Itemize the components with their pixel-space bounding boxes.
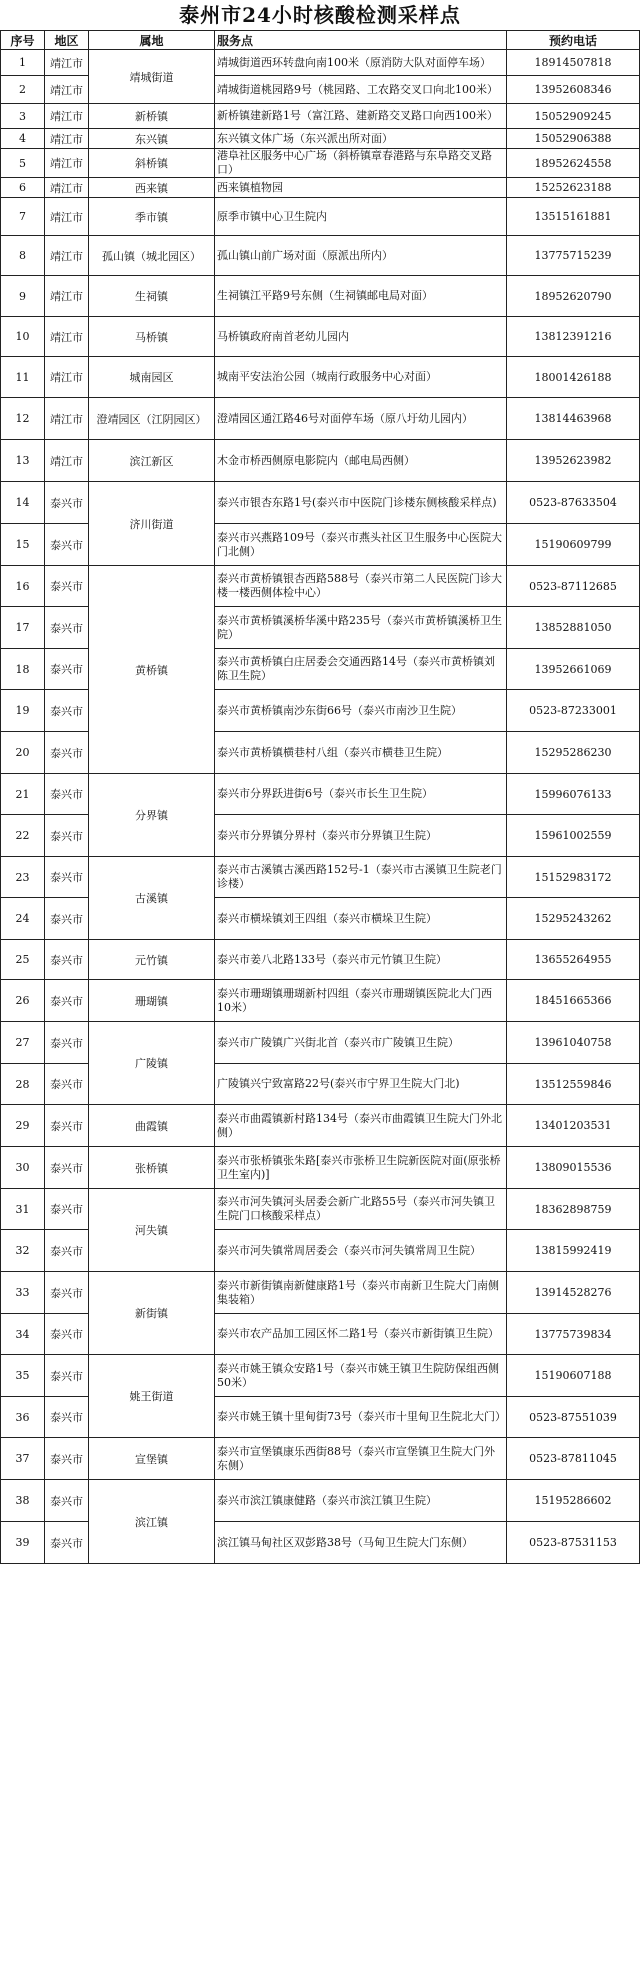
seq-cell: 8 [1, 236, 45, 276]
area-cell: 泰兴市 [45, 649, 89, 690]
table-row [1, 566, 640, 607]
table-row [1, 774, 640, 815]
seq-cell: 29 [1, 1105, 45, 1147]
belong-cell: 分界镇 [89, 774, 215, 857]
table-row [1, 1105, 640, 1147]
seq-cell: 26 [1, 980, 45, 1022]
area-cell: 泰兴市 [45, 1355, 89, 1397]
phone-cell: 0523-87633504 [507, 482, 640, 524]
seq-cell: 21 [1, 774, 45, 815]
address-cell: 泰兴市黄桥镇南沙东街66号（泰兴市南沙卫生院） [215, 690, 507, 732]
belong-cell: 生祠镇 [89, 276, 215, 317]
table-row [1, 440, 640, 482]
seq-cell: 17 [1, 607, 45, 649]
address-cell: 泰兴市珊瑚镇珊瑚新村四组（泰兴市珊瑚镇医院北大门西10米） [215, 980, 507, 1022]
seq-cell: 39 [1, 1522, 45, 1564]
phone-cell: 13775715239 [507, 236, 640, 276]
phone-cell: 13515161881 [507, 198, 640, 236]
table-row [1, 857, 640, 898]
seq-cell: 33 [1, 1272, 45, 1314]
address-cell: 泰兴市河失镇河头居委会新广北路55号（泰兴市河失镇卫生院门口核酸采样点） [215, 1189, 507, 1230]
table-row [1, 357, 640, 398]
phone-cell: 0523-87531153 [507, 1522, 640, 1564]
address-cell: 马桥镇政府南首老幼儿园内 [215, 317, 507, 357]
phone-cell: 13775739834 [507, 1314, 640, 1355]
seq-cell: 30 [1, 1147, 45, 1189]
area-cell: 泰兴市 [45, 1272, 89, 1314]
seq-cell: 4 [1, 129, 45, 149]
area-cell: 靖江市 [45, 398, 89, 440]
belong-cell: 城南园区 [89, 357, 215, 398]
table-row [1, 104, 640, 129]
area-cell: 泰兴市 [45, 690, 89, 732]
address-cell: 澄靖园区通江路46号对面停车场（原八圩幼儿园内） [215, 398, 507, 440]
belong-cell: 珊瑚镇 [89, 980, 215, 1022]
seq-cell: 10 [1, 317, 45, 357]
seq-cell: 16 [1, 566, 45, 607]
phone-cell: 0523-87811045 [507, 1438, 640, 1480]
seq-cell: 24 [1, 898, 45, 940]
belong-cell: 姚王街道 [89, 1355, 215, 1438]
table-row [1, 398, 640, 440]
table-row [1, 1147, 640, 1189]
phone-cell: 13809015536 [507, 1147, 640, 1189]
area-cell: 泰兴市 [45, 774, 89, 815]
area-cell: 泰兴市 [45, 607, 89, 649]
address-cell: 泰兴市黄桥镇银杏西路588号（泰兴市第二人民医院门诊大楼一楼西侧体检中心） [215, 566, 507, 607]
header-area: 地区 [45, 31, 89, 50]
address-cell: 泰兴市河失镇常周居委会（泰兴市河失镇常周卫生院） [215, 1230, 507, 1272]
seq-cell: 5 [1, 149, 45, 178]
belong-cell: 东兴镇 [89, 129, 215, 149]
seq-cell: 27 [1, 1022, 45, 1064]
area-cell: 泰兴市 [45, 815, 89, 857]
table-row [1, 980, 640, 1022]
phone-cell: 18001426188 [507, 357, 640, 398]
belong-cell: 曲霞镇 [89, 1105, 215, 1147]
address-cell: 孤山镇山前广场对面（原派出所内） [215, 236, 507, 276]
table-row [1, 482, 640, 524]
belong-cell: 张桥镇 [89, 1147, 215, 1189]
phone-cell: 15252623188 [507, 178, 640, 198]
belong-cell: 黄桥镇 [89, 566, 215, 774]
phone-cell: 13512559846 [507, 1064, 640, 1105]
belong-cell: 宣堡镇 [89, 1438, 215, 1480]
seq-cell: 9 [1, 276, 45, 317]
header-phone: 预约电话 [507, 31, 640, 50]
address-cell: 泰兴市银杏东路1号(泰兴市中医院门诊楼东侧核酸采样点) [215, 482, 507, 524]
belong-cell: 孤山镇（城北园区） [89, 236, 215, 276]
belong-cell: 广陵镇 [89, 1022, 215, 1105]
area-cell: 泰兴市 [45, 1438, 89, 1480]
phone-cell: 13852881050 [507, 607, 640, 649]
seq-cell: 12 [1, 398, 45, 440]
area-cell: 靖江市 [45, 276, 89, 317]
phone-cell: 18451665366 [507, 980, 640, 1022]
table-row [1, 1480, 640, 1522]
belong-cell: 滨江新区 [89, 440, 215, 482]
seq-cell: 3 [1, 104, 45, 129]
address-cell: 泰兴市古溪镇古溪西路152号-1（泰兴市古溪镇卫生院老门诊楼） [215, 857, 507, 898]
address-cell: 泰兴市黄桥镇溪桥华溪中路235号（泰兴市黄桥镇溪桥卫生院） [215, 607, 507, 649]
phone-cell: 13914528276 [507, 1272, 640, 1314]
phone-cell: 13812391216 [507, 317, 640, 357]
table-row [1, 1438, 640, 1480]
table-row [1, 178, 640, 198]
seq-cell: 19 [1, 690, 45, 732]
table-row [1, 198, 640, 236]
phone-cell: 13655264955 [507, 940, 640, 980]
area-cell: 靖江市 [45, 198, 89, 236]
seq-cell: 22 [1, 815, 45, 857]
phone-cell: 13814463968 [507, 398, 640, 440]
phone-cell: 15052906388 [507, 129, 640, 149]
address-cell: 泰兴市农产品加工园区怀二路1号（泰兴市新街镇卫生院） [215, 1314, 507, 1355]
seq-cell: 18 [1, 649, 45, 690]
belong-cell: 元竹镇 [89, 940, 215, 980]
address-cell: 西来镇植物园 [215, 178, 507, 198]
seq-cell: 2 [1, 76, 45, 104]
address-cell: 泰兴市横垛镇刘王四组（泰兴市横垛卫生院） [215, 898, 507, 940]
table-row [1, 1189, 640, 1230]
belong-cell: 澄靖园区（江阴园区） [89, 398, 215, 440]
phone-cell: 15190609799 [507, 524, 640, 566]
seq-cell: 28 [1, 1064, 45, 1105]
table-row [1, 276, 640, 317]
area-cell: 靖江市 [45, 104, 89, 129]
phone-cell: 18952620790 [507, 276, 640, 317]
address-cell: 泰兴市广陵镇广兴街北首（泰兴市广陵镇卫生院） [215, 1022, 507, 1064]
area-cell: 泰兴市 [45, 566, 89, 607]
address-cell: 泰兴市黄桥镇横巷村八组（泰兴市横巷卫生院） [215, 732, 507, 774]
seq-cell: 6 [1, 178, 45, 198]
seq-cell: 37 [1, 1438, 45, 1480]
address-cell: 滨江镇马甸社区双彭路38号（马甸卫生院大门东侧） [215, 1522, 507, 1564]
seq-cell: 31 [1, 1189, 45, 1230]
area-cell: 泰兴市 [45, 524, 89, 566]
area-cell: 泰兴市 [45, 482, 89, 524]
phone-cell: 15295243262 [507, 898, 640, 940]
seq-cell: 13 [1, 440, 45, 482]
address-cell: 东兴镇文体广场（东兴派出所对面） [215, 129, 507, 149]
area-cell: 泰兴市 [45, 980, 89, 1022]
area-cell: 靖江市 [45, 178, 89, 198]
address-cell: 泰兴市姜八北路133号（泰兴市元竹镇卫生院） [215, 940, 507, 980]
phone-cell: 0523-87233001 [507, 690, 640, 732]
address-cell: 泰兴市姚王镇十里甸街73号（泰兴市十里甸卫生院北大门） [215, 1397, 507, 1438]
phone-cell: 13815992419 [507, 1230, 640, 1272]
area-cell: 泰兴市 [45, 940, 89, 980]
phone-cell: 0523-87112685 [507, 566, 640, 607]
area-cell: 泰兴市 [45, 1230, 89, 1272]
address-cell: 泰兴市曲霞镇新村路134号（泰兴市曲霞镇卫生院大门外北侧） [215, 1105, 507, 1147]
address-cell: 港阜社区服务中心广场（斜桥镇章春港路与东阜路交叉路口） [215, 149, 507, 178]
seq-cell: 1 [1, 50, 45, 76]
table-header-row [1, 31, 640, 50]
seq-cell: 34 [1, 1314, 45, 1355]
phone-cell: 15195286602 [507, 1480, 640, 1522]
address-cell: 木金市桥西侧原电影院内（邮电局西侧） [215, 440, 507, 482]
phone-cell: 15190607188 [507, 1355, 640, 1397]
belong-cell: 河失镇 [89, 1189, 215, 1272]
belong-cell: 马桥镇 [89, 317, 215, 357]
area-cell: 泰兴市 [45, 1397, 89, 1438]
page-title: 泰州市24小时核酸检测采样点 [179, 3, 461, 27]
area-cell: 靖江市 [45, 317, 89, 357]
area-cell: 泰兴市 [45, 1064, 89, 1105]
address-cell: 泰兴市新街镇南新健康路1号（泰兴市南新卫生院大门南侧集装箱） [215, 1272, 507, 1314]
address-cell: 城南平安法治公园（城南行政服务中心对面） [215, 357, 507, 398]
belong-cell: 季市镇 [89, 198, 215, 236]
area-cell: 泰兴市 [45, 857, 89, 898]
phone-cell: 18952624558 [507, 149, 640, 178]
belong-cell: 新桥镇 [89, 104, 215, 129]
table-row [1, 236, 640, 276]
address-cell: 泰兴市分界跃进街6号（泰兴市长生卫生院） [215, 774, 507, 815]
table-row [1, 1022, 640, 1064]
area-cell: 泰兴市 [45, 898, 89, 940]
area-cell: 泰兴市 [45, 1022, 89, 1064]
belong-cell: 靖城街道 [89, 50, 215, 104]
address-cell: 泰兴市宣堡镇康乐西街88号（泰兴市宣堡镇卫生院大门外东侧） [215, 1438, 507, 1480]
area-cell: 靖江市 [45, 50, 89, 76]
area-cell: 泰兴市 [45, 1522, 89, 1564]
seq-cell: 15 [1, 524, 45, 566]
address-cell: 广陵镇兴宁致富路22号(泰兴市宁界卫生院大门北) [215, 1064, 507, 1105]
seq-cell: 20 [1, 732, 45, 774]
phone-cell: 13961040758 [507, 1022, 640, 1064]
phone-cell: 15152983172 [507, 857, 640, 898]
phone-cell: 13401203531 [507, 1105, 640, 1147]
seq-cell: 35 [1, 1355, 45, 1397]
phone-cell: 15052909245 [507, 104, 640, 129]
area-cell: 靖江市 [45, 129, 89, 149]
belong-cell: 斜桥镇 [89, 149, 215, 178]
address-cell: 靖城街道西环转盘向南100米（原消防大队对面停车场） [215, 50, 507, 76]
table-row [1, 50, 640, 76]
seq-cell: 11 [1, 357, 45, 398]
belong-cell: 新街镇 [89, 1272, 215, 1355]
address-cell: 新桥镇建新路1号（富江路、建新路交叉路口向西100米） [215, 104, 507, 129]
seq-cell: 32 [1, 1230, 45, 1272]
header-seq: 序号 [1, 31, 45, 50]
area-cell: 靖江市 [45, 440, 89, 482]
phone-cell: 15996076133 [507, 774, 640, 815]
belong-cell: 西来镇 [89, 178, 215, 198]
table-row [1, 1272, 640, 1314]
area-cell: 靖江市 [45, 149, 89, 178]
address-cell: 泰兴市分界镇分界村（泰兴市分界镇卫生院） [215, 815, 507, 857]
area-cell: 泰兴市 [45, 1189, 89, 1230]
area-cell: 靖江市 [45, 357, 89, 398]
area-cell: 靖江市 [45, 76, 89, 104]
belong-cell: 济川街道 [89, 482, 215, 566]
area-cell: 泰兴市 [45, 1105, 89, 1147]
address-cell: 泰兴市黄桥镇白庄居委会交通西路14号（泰兴市黄桥镇刘陈卫生院） [215, 649, 507, 690]
address-cell: 原季市镇中心卫生院内 [215, 198, 507, 236]
header-belong: 属地 [89, 31, 215, 50]
phone-cell: 0523-87551039 [507, 1397, 640, 1438]
table-row [1, 129, 640, 149]
seq-cell: 25 [1, 940, 45, 980]
address-cell: 泰兴市张桥镇张朱路[泰兴市张桥卫生院新医院对面(原张桥卫生室内)] [215, 1147, 507, 1189]
address-cell: 泰兴市兴燕路109号（泰兴市燕头社区卫生服务中心医院大门北侧） [215, 524, 507, 566]
area-cell: 泰兴市 [45, 1480, 89, 1522]
area-cell: 泰兴市 [45, 732, 89, 774]
seq-cell: 14 [1, 482, 45, 524]
area-cell: 泰兴市 [45, 1314, 89, 1355]
phone-cell: 13952661069 [507, 649, 640, 690]
area-cell: 泰兴市 [45, 1147, 89, 1189]
table-row [1, 940, 640, 980]
phone-cell: 18362898759 [507, 1189, 640, 1230]
address-cell: 泰兴市姚王镇众安路1号（泰兴市姚王镇卫生院防保组西侧50米） [215, 1355, 507, 1397]
table-row [1, 317, 640, 357]
address-cell: 靖城街道桃园路9号（桃园路、工农路交叉口向北100米） [215, 76, 507, 104]
belong-cell: 滨江镇 [89, 1480, 215, 1564]
phone-cell: 15961002559 [507, 815, 640, 857]
phone-cell: 15295286230 [507, 732, 640, 774]
phone-cell: 13952608346 [507, 76, 640, 104]
phone-cell: 18914507818 [507, 50, 640, 76]
seq-cell: 38 [1, 1480, 45, 1522]
header-addr: 服务点 [215, 31, 507, 50]
phone-cell: 13952623982 [507, 440, 640, 482]
address-cell: 生祠镇江平路9号东侧（生祠镇邮电局对面） [215, 276, 507, 317]
area-cell: 靖江市 [45, 236, 89, 276]
table-row [1, 149, 640, 178]
seq-cell: 36 [1, 1397, 45, 1438]
sampling-sites-table [0, 30, 640, 1564]
belong-cell: 古溪镇 [89, 857, 215, 940]
address-cell: 泰兴市滨江镇康健路（泰兴市滨江镇卫生院） [215, 1480, 507, 1522]
seq-cell: 7 [1, 198, 45, 236]
table-row [1, 1355, 640, 1397]
seq-cell: 23 [1, 857, 45, 898]
